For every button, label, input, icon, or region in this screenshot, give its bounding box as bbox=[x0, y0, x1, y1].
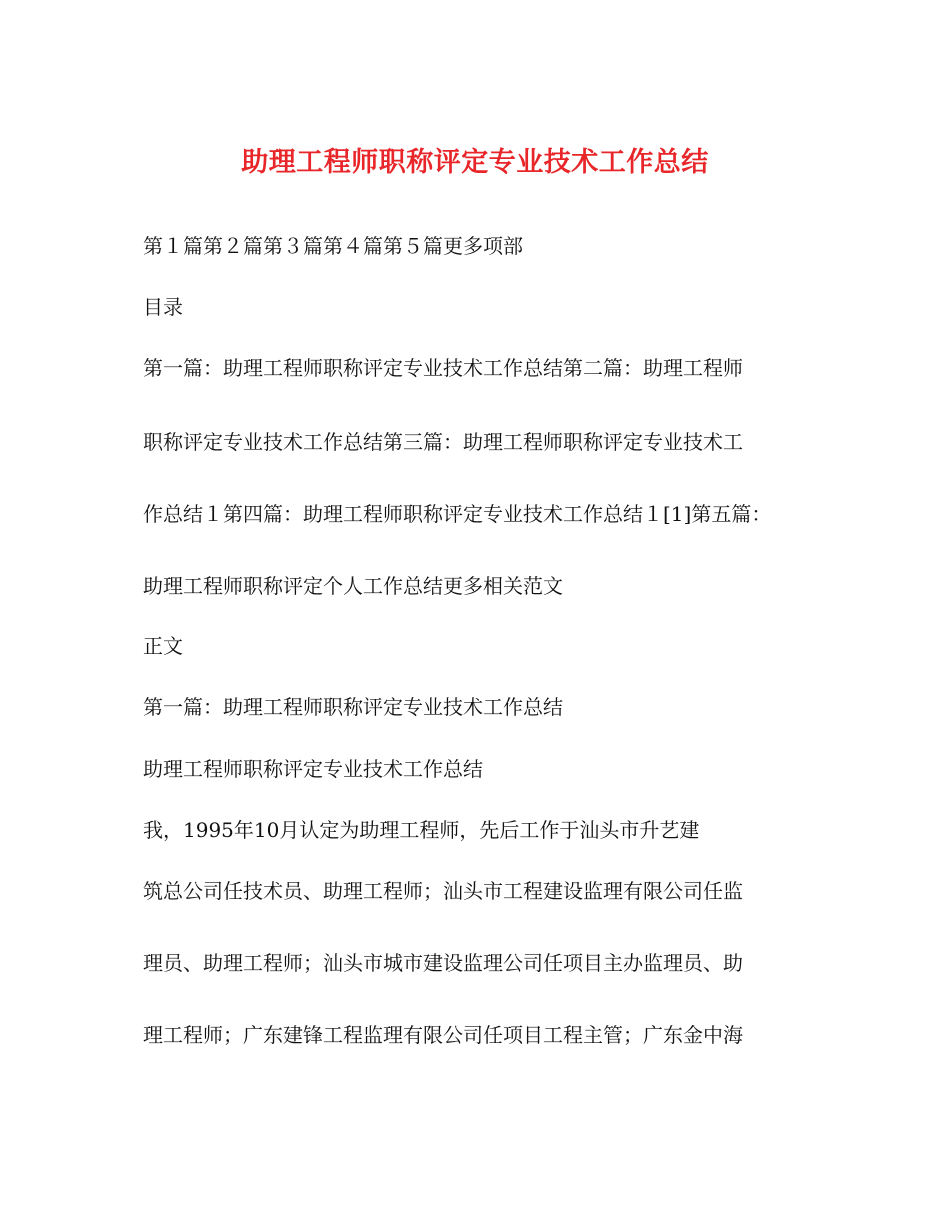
section-title: 助理工程师职称评定专业技术工作总结 bbox=[143, 757, 483, 781]
paragraph-line: 筑总公司任技术员、助理工程师；汕头市工程建设监理有限公司任监 bbox=[143, 879, 743, 903]
section-heading: 第一篇：助理工程师职称评定专业技术工作总结 bbox=[143, 695, 563, 719]
body-heading: 正文 bbox=[143, 634, 183, 658]
document-nav-links: 第１篇第２篇第３篇第４篇第５篇更多项部 bbox=[143, 234, 523, 258]
toc-line: 职称评定专业技术工作总结第三篇：助理工程师职称评定专业技术工 bbox=[143, 430, 743, 454]
document-title: 助理工程师职称评定专业技术工作总结 bbox=[241, 147, 709, 178]
paragraph-line: 理员、助理工程师；汕头市城市建设监理公司任项目主办监理员、助 bbox=[143, 951, 743, 975]
toc-line: 助理工程师职称评定个人工作总结更多相关范文 bbox=[143, 574, 563, 598]
paragraph-line: 我，1995年10月认定为助理工程师，先后工作于汕头市升艺建 bbox=[143, 818, 700, 842]
toc-heading: 目录 bbox=[143, 295, 183, 319]
toc-line: 第一篇：助理工程师职称评定专业技术工作总结第二篇：助理工程师 bbox=[143, 356, 743, 380]
toc-line: 作总结１第四篇：助理工程师职称评定专业技术工作总结１[1]第五篇： bbox=[143, 502, 772, 526]
paragraph-line: 理工程师；广东建锋工程监理有限公司任项目工程主管；广东金中海 bbox=[143, 1023, 743, 1047]
